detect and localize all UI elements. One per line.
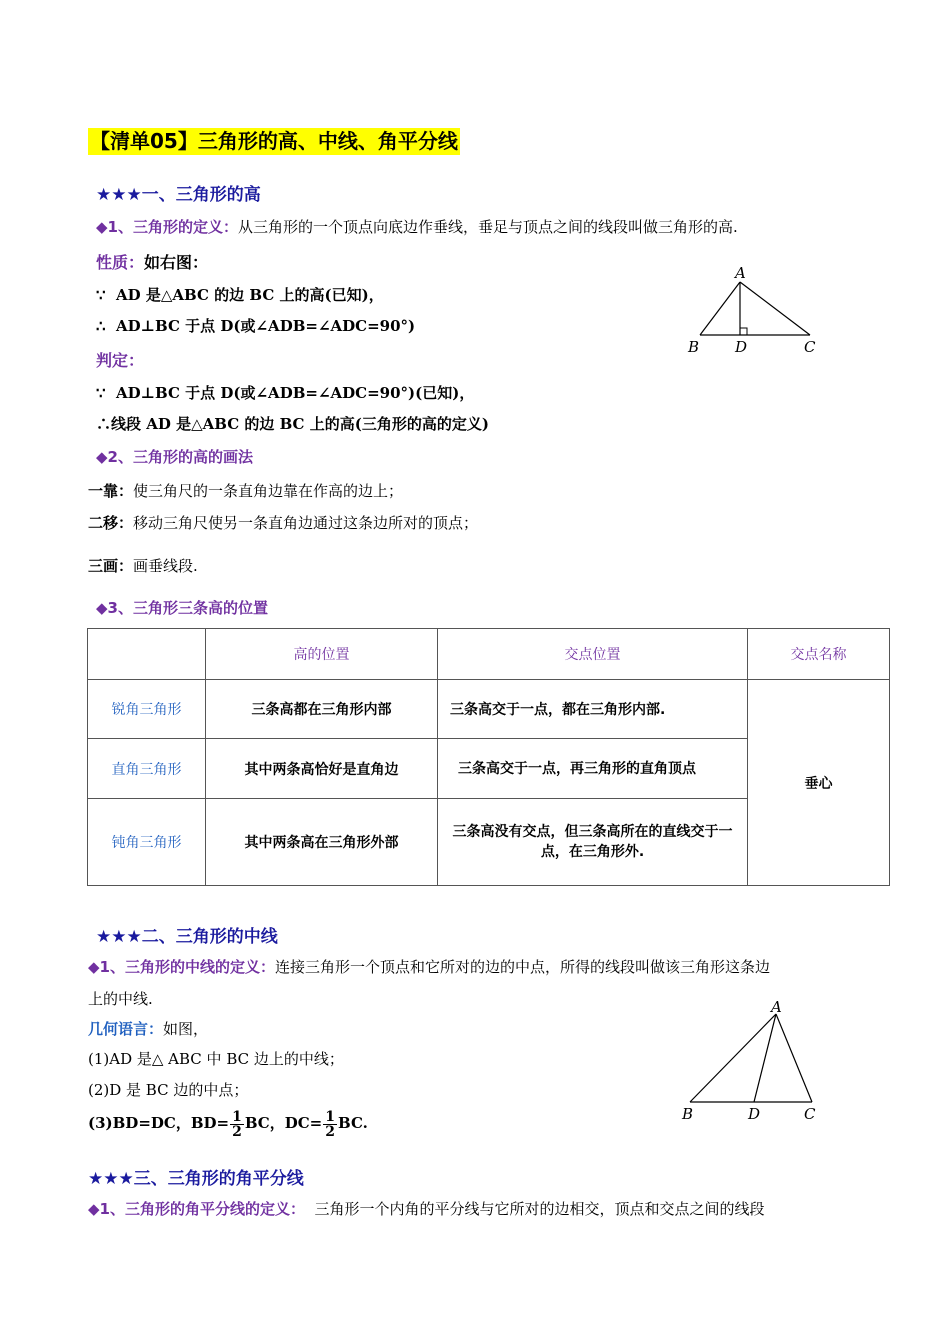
fraction-numerator: 1	[232, 1108, 242, 1125]
altitude-position-table	[87, 628, 890, 886]
therefore-line-2: ∴线段 AD 是△ABC 的边 BC 上的高(三角形的高的定义)	[96, 415, 489, 433]
since-text-2: AD⊥BC 于点 D(或∠ADB=∠ADC=90°)(已知)，	[116, 384, 475, 402]
since-symbol: ∵	[96, 286, 106, 304]
label-d: D	[748, 1105, 761, 1123]
table-row	[88, 680, 890, 739]
bisector-definition-label: ◆1、三角形的角平分线的定义：	[88, 1200, 305, 1218]
altitude-position-label: ◆3、三角形三条高的位置	[96, 599, 268, 617]
label-b: B	[682, 1105, 694, 1123]
step-1-text: 使三角尺的一条直角边靠在作高的边上；	[133, 482, 404, 500]
table-header-cell: 交点名称	[748, 629, 890, 680]
therefore-symbol: ∴	[96, 317, 106, 335]
triangle-type-cell: 直角三角形	[88, 739, 206, 799]
step-1-label: 一靠：	[88, 482, 134, 500]
fraction-numerator: 1	[325, 1108, 336, 1125]
since-line-2	[96, 382, 474, 403]
altitude-definition-label: ◆1、三角形的定义：	[96, 218, 238, 236]
median-line-3	[88, 1106, 368, 1140]
fraction-denominator: 2	[325, 1123, 336, 1140]
step-3-label: 三画：	[88, 557, 134, 575]
altitude-definition-text: 从三角形的一个顶点向底边作垂线，垂足与顶点之间的线段叫做三角形的高.	[237, 218, 738, 236]
step-2-text: 移动三角尺使另一条直角边通过这条边所对的顶点；	[133, 514, 479, 532]
intersection-name-cell: 垂心	[748, 680, 890, 886]
label-d: D	[735, 338, 748, 356]
label-c: C	[804, 338, 816, 356]
since-symbol-2: ∵	[96, 384, 106, 402]
side-ac	[740, 282, 810, 335]
step-2	[88, 512, 478, 533]
property-label: 性质：	[96, 253, 145, 272]
step-1	[88, 480, 403, 501]
intersection-cell: 三条高没有交点，但三条高所在的直线交于一点，在三角形外.	[438, 799, 748, 886]
geometry-language	[88, 1018, 208, 1039]
label-a: A	[735, 264, 746, 282]
property-line	[96, 250, 208, 273]
section-heading-median: ★★★二、三角形的中线	[96, 927, 278, 947]
label-a: A	[771, 998, 782, 1016]
median-definition-label: ◆1、三角形的中线的定义：	[88, 958, 275, 976]
triangle-type-cell: 锐角三角形	[88, 680, 206, 739]
drawing-method-label: ◆2、三角形的高的画法	[96, 448, 253, 466]
intersection-cell: 三条高交于一点，再三角形的直角顶点	[438, 739, 748, 799]
side-ab	[690, 1014, 776, 1102]
altitude-position-cell: 三条高都在三角形内部	[206, 680, 438, 739]
altitude-position-cell: 其中两条高恰好是直角边	[206, 739, 438, 799]
geometry-language-text: 如图，	[163, 1020, 209, 1038]
median-definition	[88, 956, 770, 977]
median-definition-text: 连接三角形一个顶点和它所对的边的中点，所得的线段叫做该三角形这条边	[274, 958, 770, 976]
triangle-type-cell: 钝角三角形	[88, 799, 206, 886]
altitude-figure	[680, 262, 830, 357]
property-text: 如右图：	[144, 253, 209, 272]
step-3	[88, 555, 198, 576]
bisector-definition	[88, 1198, 765, 1219]
side-ab	[700, 282, 740, 335]
altitude-position-cell: 其中两条高在三角形外部	[206, 799, 438, 886]
median-line-3-part-b: BC，DC=	[244, 1114, 323, 1132]
median-figure	[676, 996, 826, 1124]
geometry-language-label: 几何语言：	[88, 1020, 164, 1038]
side-ac	[776, 1014, 812, 1102]
median-line-3-part-a: (3)BD=DC，BD=	[88, 1114, 230, 1132]
therefore-text: AD⊥BC 于点 D(或∠ADB=∠ADC=90°)	[116, 317, 416, 335]
median-line-1: (1)AD 是△ ABC 中 BC 边上的中线；	[88, 1050, 344, 1068]
label-c: C	[804, 1105, 816, 1123]
fraction-denominator: 2	[232, 1123, 242, 1140]
page-title: 【清单05】三角形的高、中线、角平分线	[90, 129, 458, 153]
therefore-line-1	[96, 315, 415, 336]
step-2-label: 二移：	[88, 514, 134, 532]
section-heading-altitude: ★★★一、三角形的高	[96, 185, 261, 205]
fraction-one-half	[230, 1110, 244, 1139]
median-ad	[754, 1014, 776, 1102]
since-text: AD 是△ABC 的边 BC 上的高(已知)，	[116, 286, 384, 304]
median-line-2: (2)D 是 BC 边的中点；	[88, 1081, 249, 1099]
table-header-cell: 高的位置	[206, 629, 438, 680]
bisector-definition-text: 三角形一个内角的平分线与它所对的边相交，顶点和交点之间的线段	[314, 1200, 765, 1218]
section-heading-bisector: ★★★三、三角形的角平分线	[88, 1169, 304, 1189]
label-b: B	[688, 338, 700, 356]
median-line-3-part-c: BC.	[338, 1114, 368, 1132]
altitude-definition	[96, 216, 738, 237]
fraction-one-half	[323, 1110, 337, 1139]
table-header-cell	[88, 629, 206, 680]
since-line-1	[96, 284, 384, 305]
judgement-label: 判定：	[96, 351, 145, 370]
intersection-cell: 三条高交于一点，都在三角形内部.	[438, 680, 748, 739]
step-3-text: 画垂线段.	[133, 557, 198, 575]
right-angle-mark	[740, 328, 747, 335]
table-header-row	[88, 629, 890, 680]
median-definition-cont: 上的中线.	[88, 990, 153, 1008]
table-header-cell: 交点位置	[438, 629, 748, 680]
